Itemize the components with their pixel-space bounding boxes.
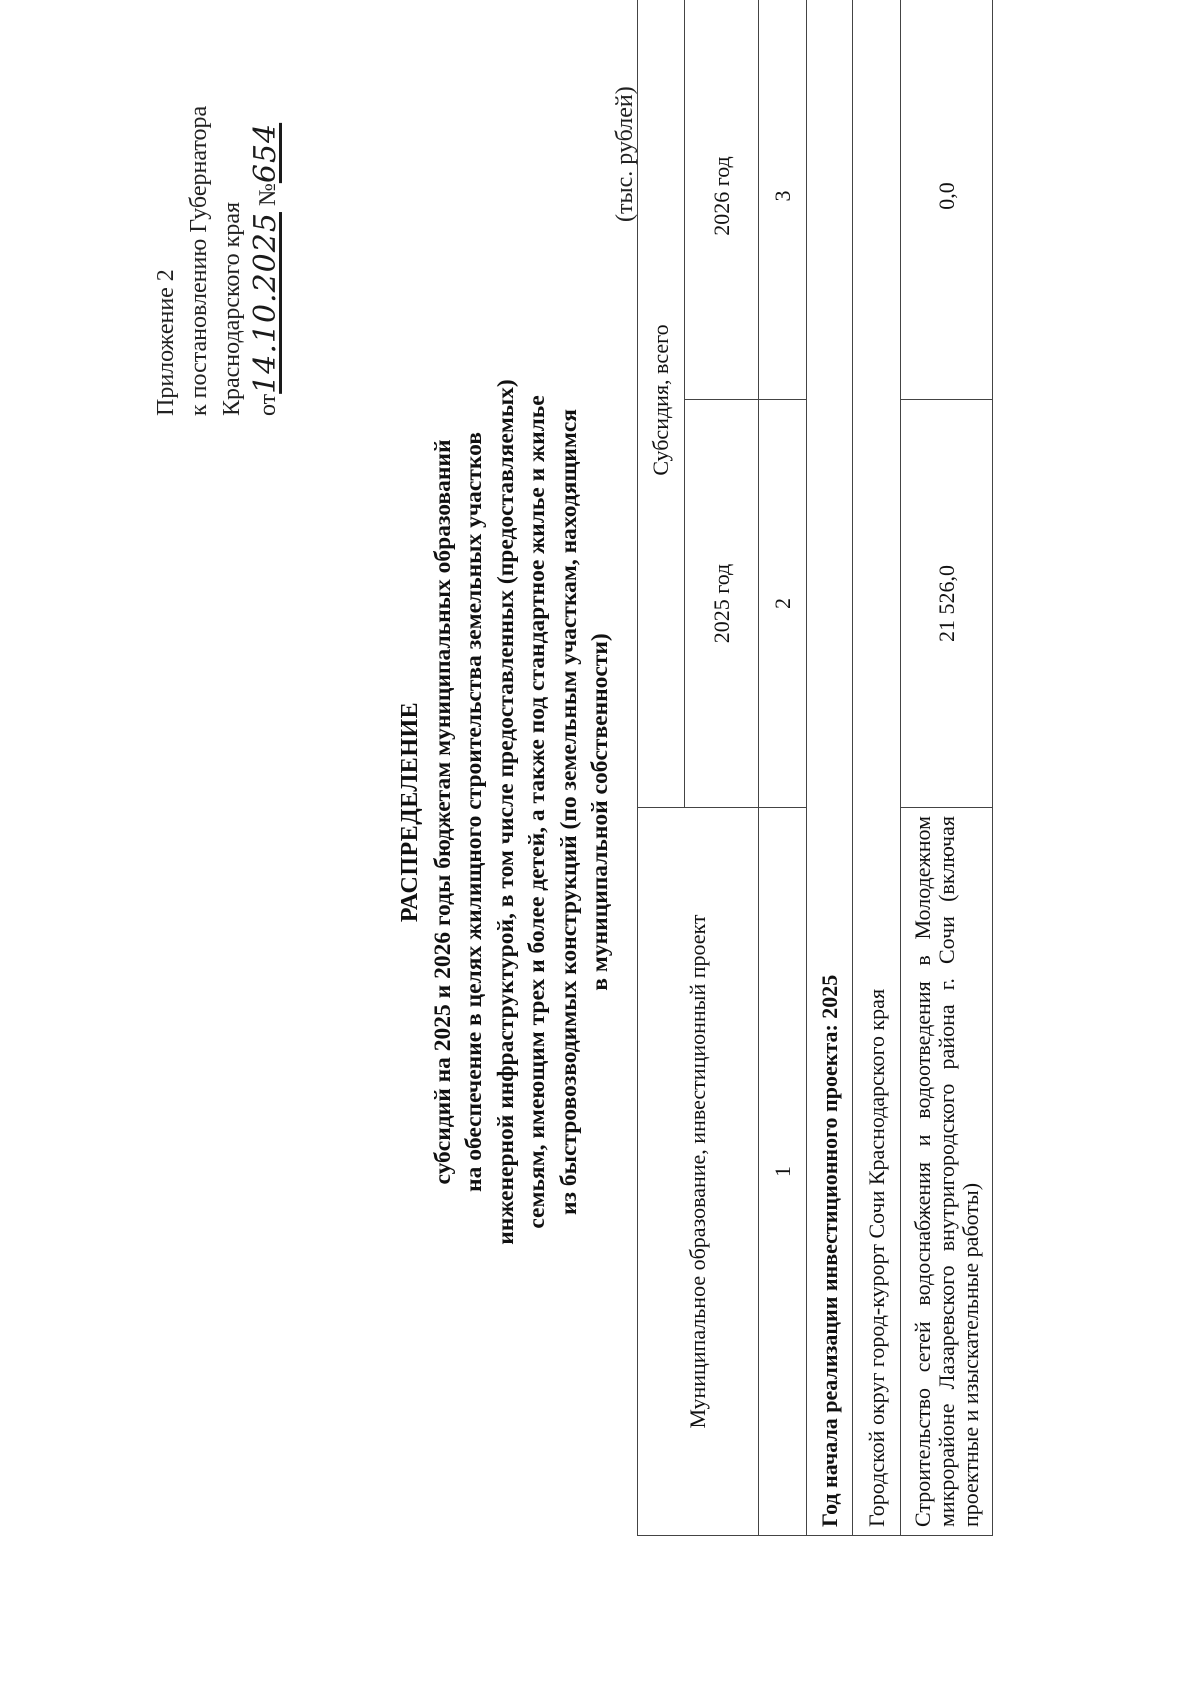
municipality-row: Городской округ город-курорт Сочи Краснодарского края [853,0,901,1536]
header-municipality-project: Муниципальное образование, инвестиционный проект [638,808,759,1536]
header-year-2026: 2026 год [685,0,759,400]
project-name-cell: Строительство сетей водоснабжения и водоотведения в Молодежном микрорайоне Лазаревского внутригородского района г. Сочи (включая проектные и изыскательные работы) [901,808,993,1536]
title-line-4: семьям, имеющим трех и более детей, а также под стандартное жилье и жилье [524,395,550,1229]
appendix-decree-ref: к постановлению Губернатора [186,105,212,416]
title-line-6: в муниципальной собственности) [587,633,613,991]
title-line-5: из быстровозводимых конструкций (по земельным участкам, находящимся [555,409,582,1215]
date-prefix: от [255,393,281,416]
distribution-table [637,0,993,1536]
number-sign: № [255,183,281,207]
start-year-row: Год начала реализации инвестиционного проекта: 2025 [807,0,853,1536]
handwritten-date: 14.10.2025 [248,212,283,394]
appendix-block [150,0,285,416]
header-subsidy-total: Субсидия, всего [638,0,685,808]
project-value-2025: 21 526,0 [901,400,993,808]
document-title-block [395,152,617,1472]
column-number-3: 3 [759,0,807,400]
document-title: РАСПРЕДЕЛЕНИЕ [397,701,423,923]
appendix-title: Приложение 2 [153,269,179,416]
title-line-3: инженерной инфраструктурой, в том числе предоставленных (предоставляемых) [492,379,519,1245]
table-header-row [638,0,685,1536]
table-row [807,0,853,1536]
project-value-2026: 0,0 [901,0,993,400]
handwritten-number: 654 [248,122,283,184]
column-number-2: 2 [759,400,807,808]
title-line-2: на обеспечение в целях жилищного строительства земельных участков [461,432,487,1192]
title-line-1: субсидий на 2025 и 2026 годы бюджетам муниципальных образований [429,439,456,1185]
units-label: (тыс. рублей) [612,86,638,222]
appendix-region: Краснодарского края [219,201,245,416]
table-row [853,0,901,1536]
header-year-2025: 2025 год [685,400,759,808]
appendix-date-line [249,0,285,416]
column-number-1: 1 [759,808,807,1536]
table-row [901,0,993,1536]
table-column-numbers-row [759,0,807,1536]
